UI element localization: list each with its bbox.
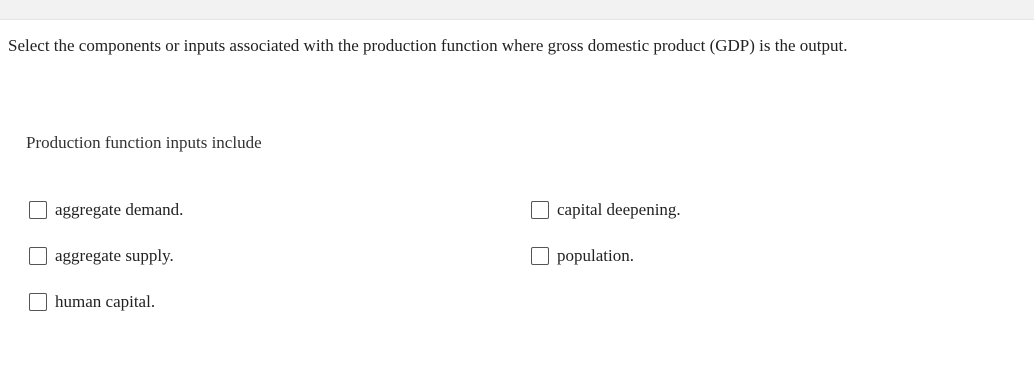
checkbox[interactable]	[29, 293, 47, 311]
option-label: aggregate demand.	[55, 200, 184, 219]
checkbox[interactable]	[531, 247, 549, 265]
option-aggregate-demand[interactable]	[29, 199, 183, 221]
checkbox[interactable]	[29, 201, 47, 219]
option-label: capital deepening.	[557, 200, 681, 219]
option-population[interactable]	[531, 245, 634, 267]
option-human-capital[interactable]	[29, 291, 155, 313]
option-label: aggregate supply.	[55, 246, 174, 265]
option-label: population.	[557, 246, 634, 265]
option-label: human capital.	[55, 292, 156, 311]
top-bar	[0, 0, 1034, 20]
checkbox[interactable]	[531, 201, 549, 219]
option-aggregate-supply[interactable]	[29, 245, 174, 267]
option-capital-deepening[interactable]	[531, 199, 681, 221]
checkbox[interactable]	[29, 247, 47, 265]
question-text: Select the components or inputs associated with the production function where gross domestic product (GDP) is the output.	[8, 36, 848, 55]
prompt-text: Production function inputs include	[26, 133, 262, 152]
